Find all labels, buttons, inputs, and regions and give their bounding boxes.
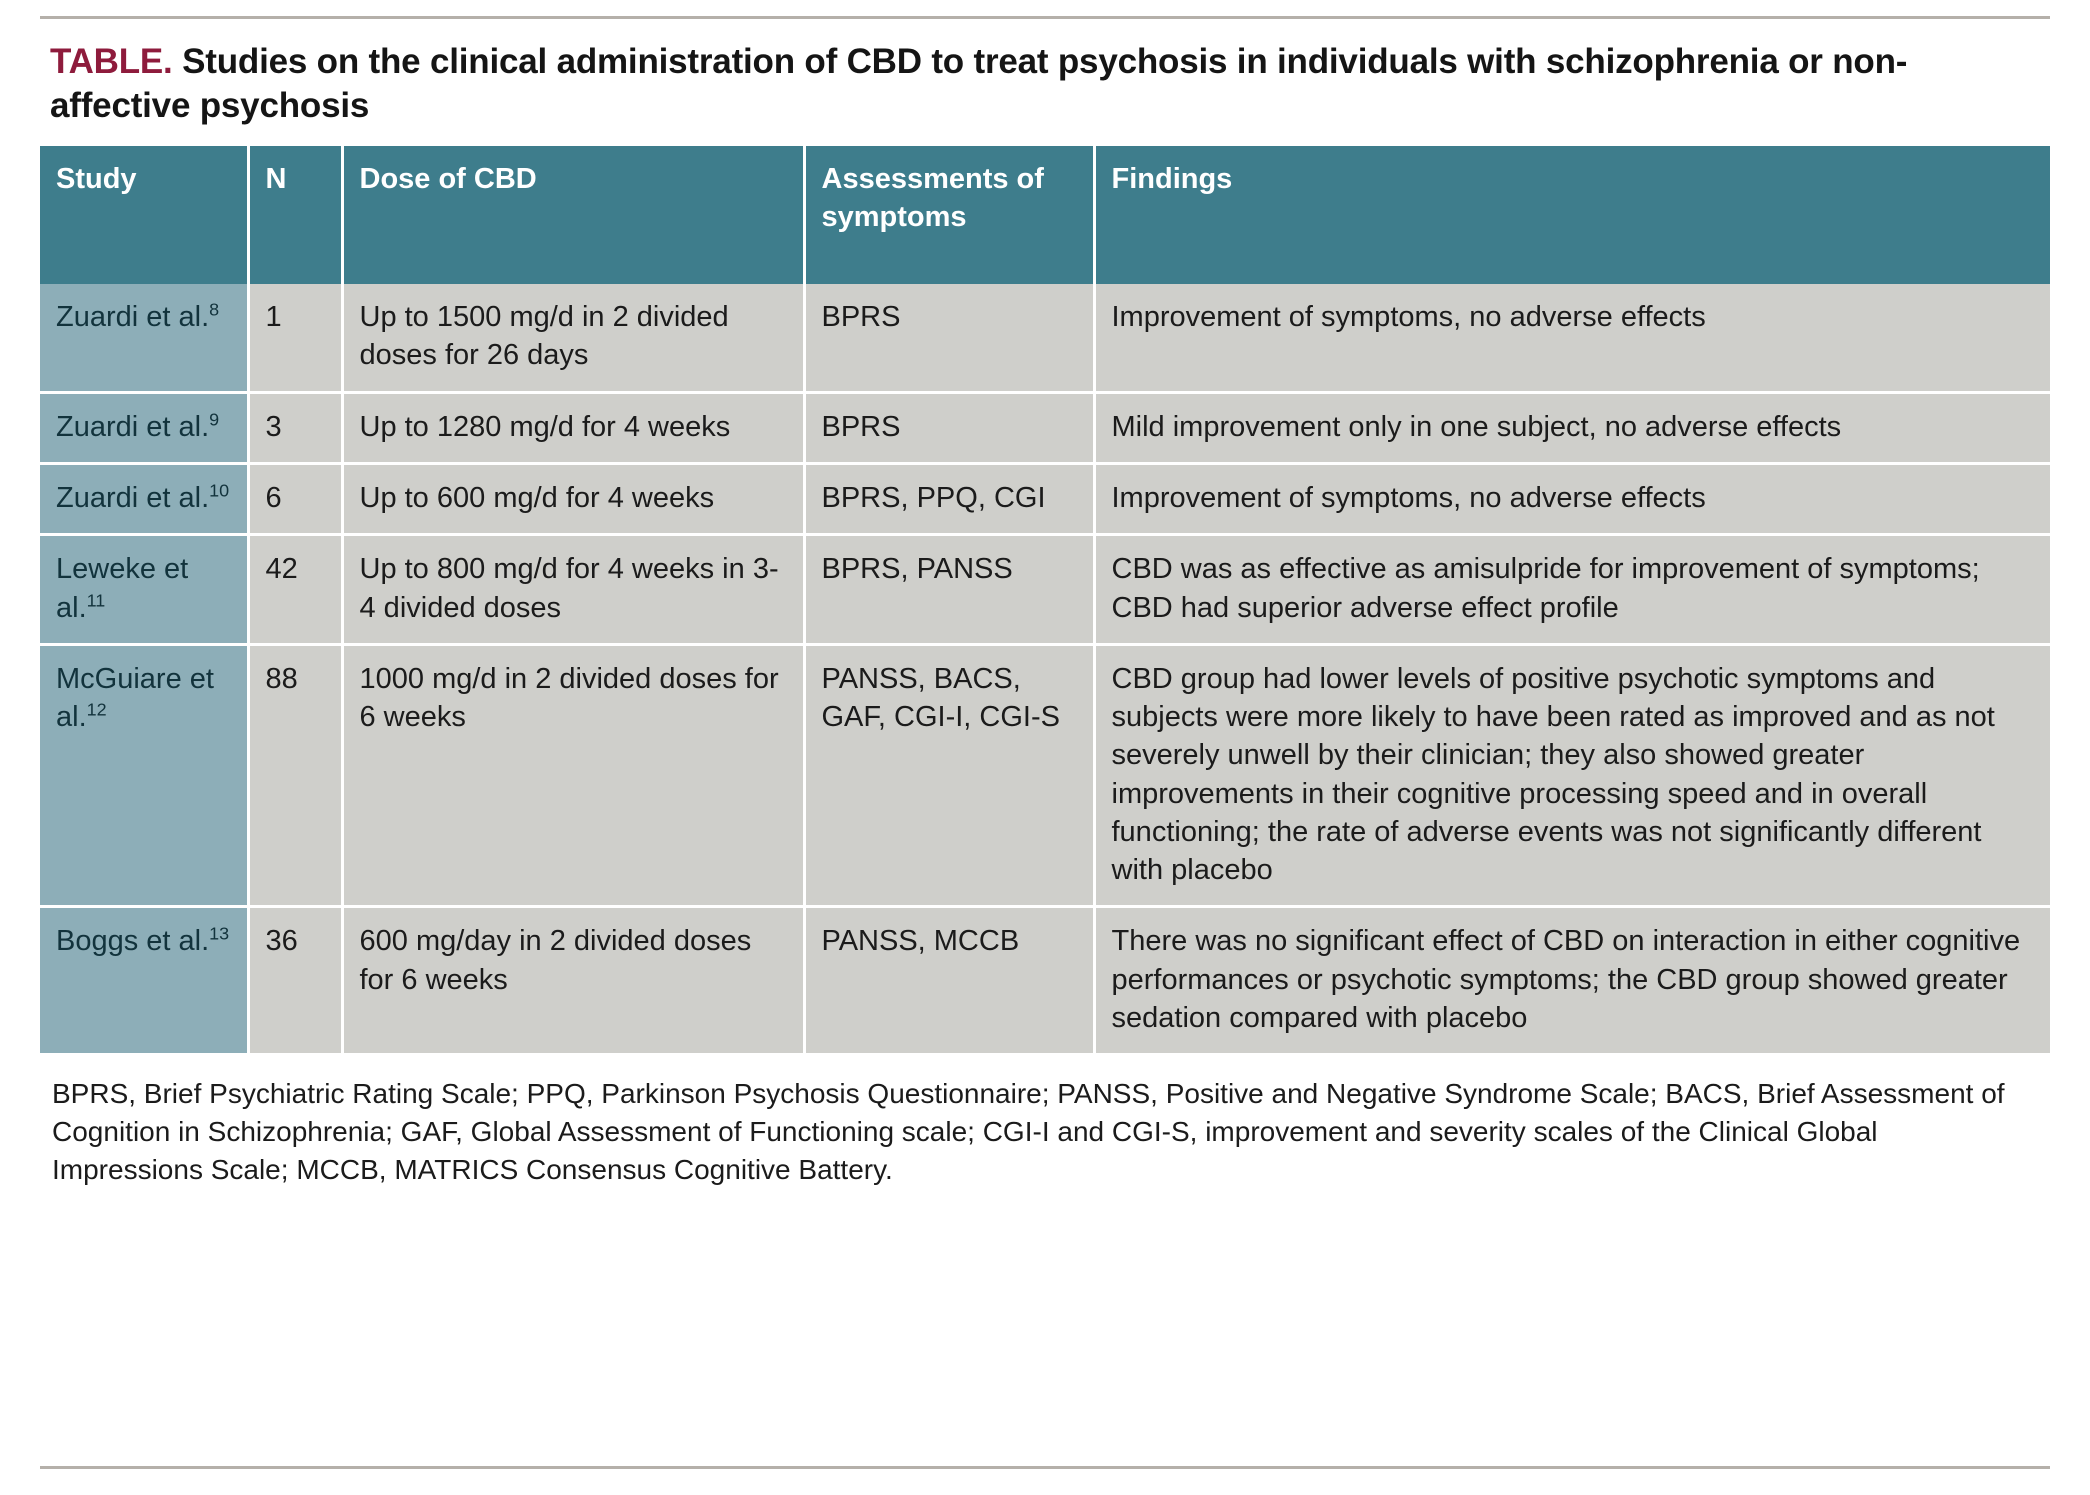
cell-study [40, 535, 248, 645]
study-reference: 10 [209, 480, 230, 501]
study-name: McGuiare et al. [56, 662, 214, 734]
cell-study [40, 392, 248, 463]
cell-n: 6 [248, 463, 342, 534]
cell-n: 88 [248, 644, 342, 907]
cell-assessments: BPRS, PPQ, CGI [804, 463, 1094, 534]
cell-findings: There was no significant effect of CBD on interaction in either cognitive performances or psychotic symptoms; the CBD group showed greater sedation compared with placebo [1094, 907, 2050, 1053]
table-row [40, 535, 2050, 645]
table-body [40, 284, 2050, 1053]
cell-study [40, 907, 248, 1053]
cell-study [40, 463, 248, 534]
cell-study [40, 284, 248, 392]
column-header-n: N [248, 146, 342, 284]
study-reference: 9 [209, 409, 220, 430]
study-name: Leweke et al. [56, 553, 189, 624]
cell-n: 36 [248, 907, 342, 1053]
column-header-assessments: Assessments of symptoms [804, 146, 1094, 284]
cell-findings: Mild improvement only in one subject, no adverse effects [1094, 392, 2050, 463]
cell-assessments: PANSS, MCCB [804, 907, 1094, 1053]
header-row [40, 146, 2050, 284]
study-reference: 8 [209, 299, 220, 320]
cell-dose: 600 mg/day in 2 divided doses for 6 weeks [342, 907, 804, 1053]
table-footnote: BPRS, Brief Psychiatric Rating Scale; PPQ, Parkinson Psychosis Questionnaire; PANSS, Positive and Negative Syndrome Scale; BACS, Brief Assessment of Cognition in Schizophrenia; GAF, Global Assessment of Functioning scale; CGI-I and CGI-S, improvement and severity scales of the Clinical Global Impressions Scale; MCCB, MATRICS Consensus Cognitive Battery. [52, 1078, 2005, 1186]
table-row [40, 644, 2050, 907]
study-name: Zuardi et al. [56, 481, 210, 514]
table-label: TABLE. [50, 42, 173, 81]
column-header-findings: Findings [1094, 146, 2050, 284]
cell-findings: Improvement of symptoms, no adverse effects [1094, 284, 2050, 392]
cell-dose: 1000 mg/d in 2 divided doses for 6 weeks [342, 644, 804, 907]
cell-n: 1 [248, 284, 342, 392]
study-reference: 12 [86, 699, 107, 720]
studies-table [40, 146, 2050, 1053]
table-caption [40, 18, 2050, 146]
cell-dose: Up to 1280 mg/d for 4 weeks [342, 392, 804, 463]
top-divider [40, 16, 2050, 19]
study-reference: 11 [86, 589, 106, 610]
cell-dose: Up to 800 mg/d for 4 weeks in 3-4 divided doses [342, 535, 804, 645]
cell-findings: CBD was as effective as amisulpride for improvement of symptoms; CBD had superior adverse effect profile [1094, 535, 2050, 645]
table-row [40, 284, 2050, 392]
cell-findings: Improvement of symptoms, no adverse effects [1094, 463, 2050, 534]
cell-n: 3 [248, 392, 342, 463]
table-row [40, 907, 2050, 1053]
table-row [40, 463, 2050, 534]
study-name: Zuardi et al. [56, 301, 210, 334]
cell-assessments: BPRS, PANSS [804, 535, 1094, 645]
study-reference: 13 [209, 923, 230, 944]
cell-assessments: PANSS, BACS, GAF, CGI-I, CGI-S [804, 644, 1094, 907]
caption-text: Studies on the clinical administration of CBD to treat psychosis in individuals with schizophrenia or non-affective psychosis [50, 42, 1908, 126]
cell-n: 42 [248, 535, 342, 645]
study-name: Boggs et al. [56, 925, 210, 958]
cell-assessments: BPRS [804, 284, 1094, 392]
cell-study [40, 644, 248, 907]
column-header-study: Study [40, 146, 248, 284]
cell-findings: CBD group had lower levels of positive psychotic symptoms and subjects were more likely to have been rated as improved and as not severely unwell by their clinician; they also showed greater improvements in their cognitive processing speed and in overall functioning; the rate of adverse events was not significantly different with placebo [1094, 644, 2050, 907]
cell-dose: Up to 600 mg/d for 4 weeks [342, 463, 804, 534]
study-name: Zuardi et al. [56, 410, 210, 443]
bottom-divider [40, 1466, 2050, 1469]
column-header-dose: Dose of CBD [342, 146, 804, 284]
cell-dose: Up to 1500 mg/d in 2 divided doses for 26 days [342, 284, 804, 392]
table-row [40, 392, 2050, 463]
cell-assessments: BPRS [804, 392, 1094, 463]
table-header [40, 146, 2050, 284]
